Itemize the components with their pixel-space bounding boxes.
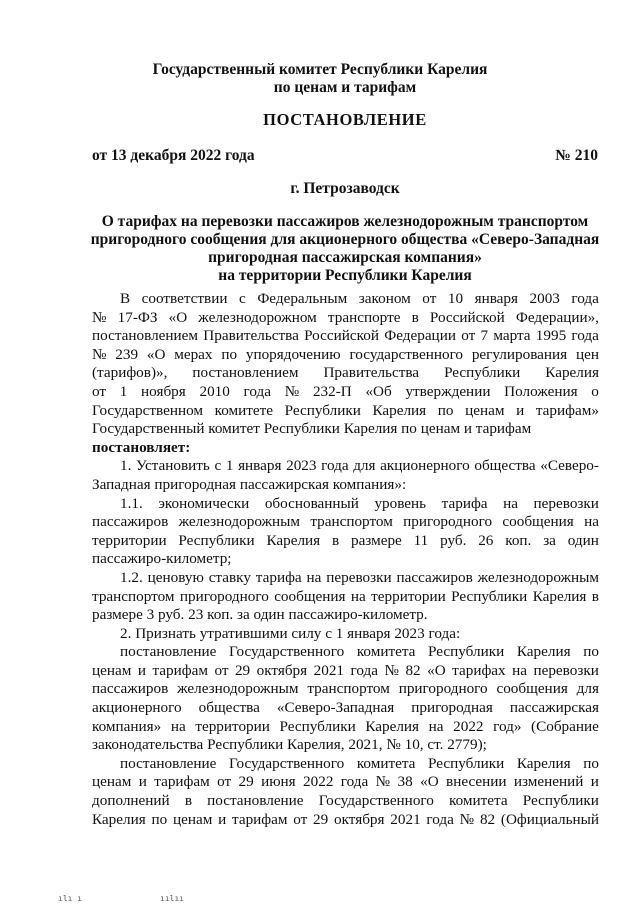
item-2a-line: законодательства Республики Карелия, 2021, № 10, ст. 2779); — [92, 736, 487, 754]
paragraph-line: от 1 ноября 2010 года № 232-П «Об утверждении Положения о — [92, 382, 599, 400]
paragraph-line: постановлением Правительства Российской Федерации от 7 марта 1995 года — [92, 327, 599, 345]
item-2b-line: ценам и тарифам от 29 июня 2022 года № 38 «О внесении изменений и — [92, 773, 599, 791]
doc-body — [92, 290, 599, 829]
item-1-1-line: пассажиро-километр; — [92, 550, 232, 568]
paragraph-line: № 17-ФЗ «О железнодорожном транспорте в Российской Федерации», — [92, 308, 599, 326]
item-1-1-line: пассажиров железнодорожным транспортом пригородного сообщения на — [92, 513, 599, 531]
item-1-line: Западная пригородная пассажирская компания»: — [92, 475, 407, 493]
footer-mark-left: ılı ı — [58, 894, 83, 903]
committee-name-line2: по ценам и тарифам — [273, 79, 417, 96]
doc-title-line: пригородная пассажирская компания» — [208, 249, 482, 266]
item-2a-line: ценам и тарифам от 29 октября 2021 года № 82 «О тарифах на перевозки — [92, 661, 599, 679]
doc-city: г. Петрозаводск — [290, 180, 400, 197]
paragraph-line: Государственном комитете Республики Карелия по ценам и тарифам» — [92, 401, 599, 419]
decree-word: постановляет: — [92, 438, 191, 456]
committee-name-line1: Государственный комитет Республики Карелия — [152, 61, 488, 78]
item-2b-line: дополнений в постановление Государственного комитета Республики — [92, 792, 599, 810]
paragraph-line: Государственный комитет Республики Карелия по ценам и тарифам — [92, 420, 532, 438]
item-1-2-line: 1.2. ценовую ставку тарифа на перевозки пассажиров железнодорожным — [120, 568, 599, 586]
doc-title-line: на территории Республики Карелия — [218, 267, 472, 284]
item-1-line: 1. Установить с 1 января 2023 года для акционерного общества «Северо- — [120, 457, 599, 475]
item-1-2-line: транспортом пригородного сообщения на территории Республики Карелия в — [92, 587, 599, 605]
doc-number: № 210 — [555, 147, 598, 164]
item-2a-line: компания» на территории Республики Карелия на 2022 год» (Собрание — [92, 717, 599, 735]
paragraph-line: № 239 «О мерах по упорядочению государственного регулирования цен — [92, 345, 599, 363]
doc-date: от 13 декабря 2022 года — [92, 147, 255, 164]
item-2a-line: постановление Государственного комитета Республики Карелия по — [120, 643, 599, 661]
paragraph-line: В соответствии с Федеральным законом от 10 января 2003 года — [120, 290, 599, 307]
doc-type-heading: ПОСТАНОВЛЕНИЕ — [263, 110, 427, 129]
paragraph-line: (тарифов)», постановлением Правительства Республики Карелия — [92, 364, 599, 382]
item-1-2-line: размере 3 руб. 23 коп. за один пассажиро-километр. — [92, 606, 428, 624]
item-1-1-line: территории Республики Карелия в размере 11 руб. 26 коп. за один — [92, 531, 599, 549]
item-2b-line: постановление Государственного комитета Республики Карелия по — [120, 754, 599, 772]
footer-mark-mid: ıılıı — [160, 894, 185, 903]
item-1-1-line: 1.1. экономически обоснованный уровень тарифа на перевозки — [120, 494, 599, 512]
doc-title-line: пригородного сообщения для акционерного общества «Северо-Западная — [90, 231, 600, 248]
item-2-line: 2. Признать утратившими силу с 1 января 2023 года: — [120, 624, 461, 642]
doc-title — [70, 213, 620, 285]
doc-title-line: О тарифах на перевозки пассажиров железнодорожным транспортом — [101, 213, 589, 230]
item-2b-line: Карелия по ценам и тарифам от 29 октября 2021 года № 82 (Официальный — [92, 810, 599, 828]
item-2a-line: пассажиров железнодорожным транспортом пригородного сообщения для — [92, 680, 599, 698]
item-2a-line: акционерного общества «Северо-Западная пригородная пассажирская — [92, 699, 599, 717]
